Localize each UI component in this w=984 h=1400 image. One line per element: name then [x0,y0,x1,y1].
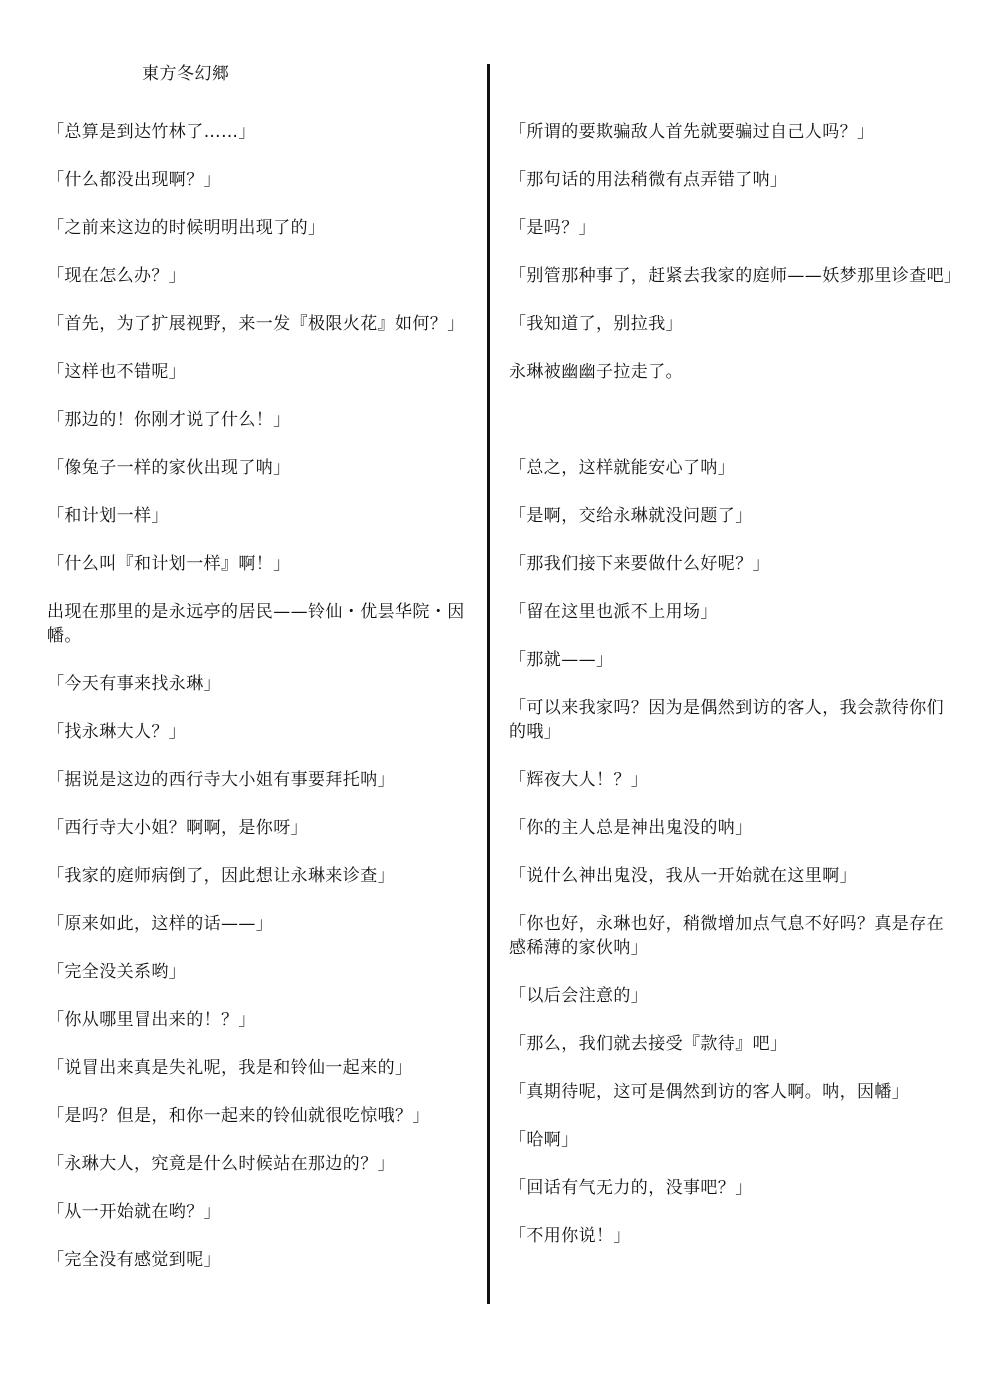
dialogue-line: 「首先，为了扩展视野，来一发『极限火花』如何？」 [47,314,465,334]
narration-line: 永琳被幽幽子拉走了。 [509,362,683,382]
dialogue-line: 「和计划一样」 [47,506,169,526]
dialogue-line: 「今天有事来找永琳」 [47,674,221,694]
column-divider [487,64,490,1304]
dialogue-line: 「像兔子一样的家伙出现了呐」 [47,458,291,478]
dialogue-line: 「说冒出来真是失礼呢，我是和铃仙一起来的」 [47,1058,413,1078]
dialogue-line: 「那句话的用法稍微有点弄错了呐」 [509,170,788,190]
dialogue-line: 「那就——」 [509,650,614,670]
dialogue-line: 「那么，我们就去接受『款待』吧」 [509,1034,788,1054]
dialogue-line: 「之前来这边的时候明明出现了的」 [47,218,326,238]
dialogue-line: 「留在这里也派不上用场」 [509,602,718,622]
dialogue-line: 「所谓的要欺骗敌人首先就要骗过自己人吗？」 [509,122,875,142]
dialogue-line: 「哈啊」 [509,1130,579,1150]
dialogue-line: 「找永琳大人？」 [47,722,187,742]
dialogue-line: 「别管那种事了，赶紧去我家的庭师——妖梦那里诊查吧」 [509,266,962,286]
dialogue-line: 「什么都没出现啊？」 [47,170,221,190]
dialogue-line: 「辉夜大人！？」 [509,770,649,790]
dialogue-line: 「总算是到达竹林了……」 [47,122,256,142]
dialogue-line: 「真期待呢，这可是偶然到访的客人啊。呐，因幡」 [509,1082,910,1102]
dialogue-line: 「这样也不错呢」 [47,362,187,382]
dialogue-line: 「我家的庭师病倒了，因此想让永琳来诊查」 [47,866,395,886]
dialogue-line: 「是吗？」 [509,218,596,238]
dialogue-line: 「总之，这样就能安心了呐」 [509,458,736,478]
dialogue-line: 「完全没关系哟」 [47,962,187,982]
dialogue-line: 「你从哪里冒出来的！？」 [47,1010,256,1030]
page-title: 東方冬幻郷 [142,64,230,84]
dialogue-line: 「那我们接下来要做什么好呢？」 [509,554,770,574]
dialogue-line: 「完全没有感觉到呢」 [47,1250,221,1270]
dialogue-line: 「现在怎么办？」 [47,266,187,286]
dialogue-line: 「以后会注意的」 [509,986,649,1006]
dialogue-line: 「回话有气无力的，没事吧？」 [509,1178,753,1198]
dialogue-line: 「是吗？但是，和你一起来的铃仙就很吃惊哦？」 [47,1106,430,1126]
right-column [509,120,962,1272]
dialogue-line: 「西行寺大小姐？啊啊，是你呀」 [47,818,308,838]
dialogue-line: 「从一开始就在哟？」 [47,1202,221,1222]
dialogue-line: 「原来如此，这样的话——」 [47,914,274,934]
dialogue-line: 「永琳大人，究竟是什么时候站在那边的？」 [47,1154,395,1174]
dialogue-line: 「可以来我家吗？因为是偶然到访的客人，我会款待你们的哦」 [509,698,944,742]
dialogue-line: 「什么叫『和计划一样』啊！」 [47,554,291,574]
left-column [47,120,475,1296]
narration-line: 出现在那里的是永远亭的居民——铃仙・优昙华院・因幡。 [47,602,465,646]
dialogue-line: 「你也好，永琳也好，稍微增加点气息不好吗？真是存在感稀薄的家伙呐」 [509,914,944,958]
dialogue-line: 「不用你说！」 [509,1226,631,1246]
dialogue-line: 「那边的！你刚才说了什么！」 [47,410,291,430]
dialogue-line: 「我知道了，别拉我」 [509,314,683,334]
dialogue-line: 「你的主人总是神出鬼没的呐」 [509,818,753,838]
dialogue-line: 「是啊，交给永琳就没问题了」 [509,506,753,526]
dialogue-line: 「据说是这边的西行寺大小姐有事要拜托呐」 [47,770,395,790]
dialogue-line: 「说什么神出鬼没，我从一开始就在这里啊」 [509,866,857,886]
